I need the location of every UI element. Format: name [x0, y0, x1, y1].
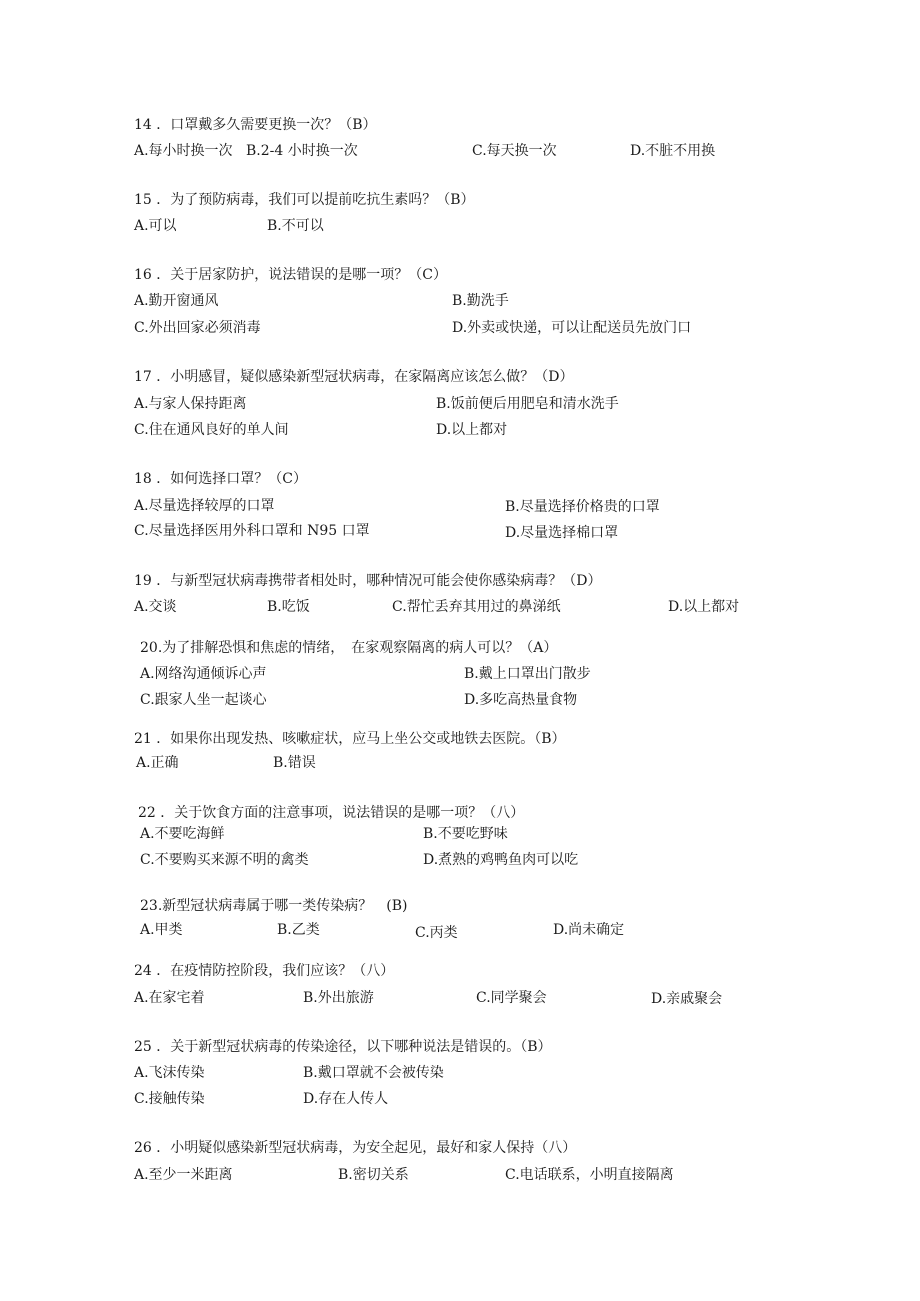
question-16: 16 ．关于居家防护，说法错误的是哪一项？（C）	[134, 267, 447, 283]
option-18-c: C.尽量选择医用外科口罩和 N95 口罩	[134, 523, 370, 539]
option-18-a: A.尽量选择较厚的口罩	[134, 498, 275, 514]
option-24-d: D.亲戚聚会	[651, 991, 723, 1007]
option-19-b: B.吃饭	[267, 599, 310, 615]
option-25-d: D.存在人传人	[303, 1091, 389, 1107]
option-18-d: D.尽量选择棉口罩	[505, 525, 619, 541]
option-22-d: D.煮熟的鸡鸭鱼肉可以吃	[423, 852, 579, 868]
option-14-d: D.不脏不用换	[630, 143, 716, 159]
option-17-a: A.与家人保持距离	[134, 396, 247, 412]
question-26: 26 ．小明疑似感染新型冠状病毒，为安全起见，最好和家人保持（八）	[134, 1140, 577, 1156]
question-19: 19 ．与新型冠状病毒携带者相处时，哪种情况可能会使你感染病毒？（D）	[134, 573, 602, 589]
option-26-a: A.至少一米距离	[134, 1167, 233, 1183]
question-20: 20.为了排解恐惧和焦虑的情绪， 在家观察隔离的病人可以？（A）	[140, 640, 558, 656]
option-24-b: B.外出旅游	[303, 990, 374, 1006]
question-17: 17 ．小明感冒，疑似感染新型冠状病毒，在家隔离应该怎么做？（D）	[134, 369, 574, 385]
question-25: 25 ．关于新型冠状病毒的传染途径，以下哪种说法是错误的。（B）	[134, 1039, 552, 1055]
option-14-c: C.每天换一次	[472, 143, 557, 159]
question-21: 21 ．如果你出现发热、咳嗽症状，应马上坐公交或地铁去医院。（B）	[134, 731, 566, 747]
option-18-b: B.尽量选择价格贵的口罩	[505, 499, 660, 515]
option-19-d: D.以上都对	[668, 599, 740, 615]
option-23-d: D.尚未确定	[553, 922, 625, 938]
option-20-a: A.网络沟通倾诉心声	[140, 666, 267, 682]
option-17-c: C.住在通风良好的单人间	[134, 422, 289, 438]
option-16-a: A.勤开窗通风	[134, 293, 219, 309]
option-17-b: B.饭前便后用肥皂和清水洗手	[436, 396, 619, 412]
option-20-c: C.跟家人坐一起谈心	[140, 692, 267, 708]
option-20-d: D.多吃高热量食物	[464, 692, 578, 708]
option-14-a: A.每小时换一次	[134, 143, 233, 159]
option-21-b: B.错误	[273, 755, 316, 771]
question-22: 22 ．关于饮食方面的注意事项，说法错误的是哪一项？（八）	[138, 805, 525, 821]
option-22-a: A.不要吃海鲜	[140, 826, 225, 842]
question-18: 18 ．如何选择口罩？（C）	[134, 471, 307, 487]
question-24: 24 ．在疫情防控阶段，我们应该？（八）	[134, 963, 395, 979]
option-23-a: A.甲类	[140, 922, 183, 938]
option-22-c: C.不要购买来源不明的禽类	[140, 852, 309, 868]
option-19-a: A.交谈	[134, 599, 177, 615]
option-25-a: A.飞沫传染	[134, 1065, 205, 1081]
option-20-b: B.戴上口罩出门散步	[464, 666, 591, 682]
option-16-b: B.勤洗手	[452, 293, 509, 309]
option-25-c: C.接触传染	[134, 1091, 205, 1107]
option-25-b: B.戴口罩就不会被传染	[303, 1065, 444, 1081]
question-15: 15 ．为了预防病毒，我们可以提前吃抗生素吗？（B）	[134, 192, 475, 208]
option-15-a: A.可以	[134, 218, 177, 234]
question-23: 23.新型冠状病毒属于哪一类传染病？ (B)	[140, 898, 408, 914]
question-14: 14 ．口罩戴多久需要更换一次？（B）	[134, 117, 377, 133]
option-24-a: A.在家宅着	[134, 990, 205, 1006]
option-16-d: D.外卖或快递，可以让配送员先放门口	[452, 320, 692, 336]
option-23-c: C.丙类	[415, 925, 458, 941]
option-23-b: B.乙类	[277, 922, 320, 938]
option-26-b: B.密切关系	[338, 1167, 409, 1183]
option-14-b: B.2-4 小时换一次	[246, 143, 358, 159]
option-15-b: B.不可以	[267, 218, 324, 234]
option-24-c: C.同学聚会	[476, 990, 547, 1006]
option-17-d: D.以上都对	[436, 422, 508, 438]
option-16-c: C.外出回家必须消毒	[134, 320, 261, 336]
option-21-a: A.正确	[136, 755, 179, 771]
option-26-c: C.电话联系，小明直接隔离	[505, 1167, 674, 1183]
option-22-b: B.不要吃野味	[423, 826, 508, 842]
option-19-c: C.帮忙丢弃其用过的鼻涕纸	[392, 599, 561, 615]
